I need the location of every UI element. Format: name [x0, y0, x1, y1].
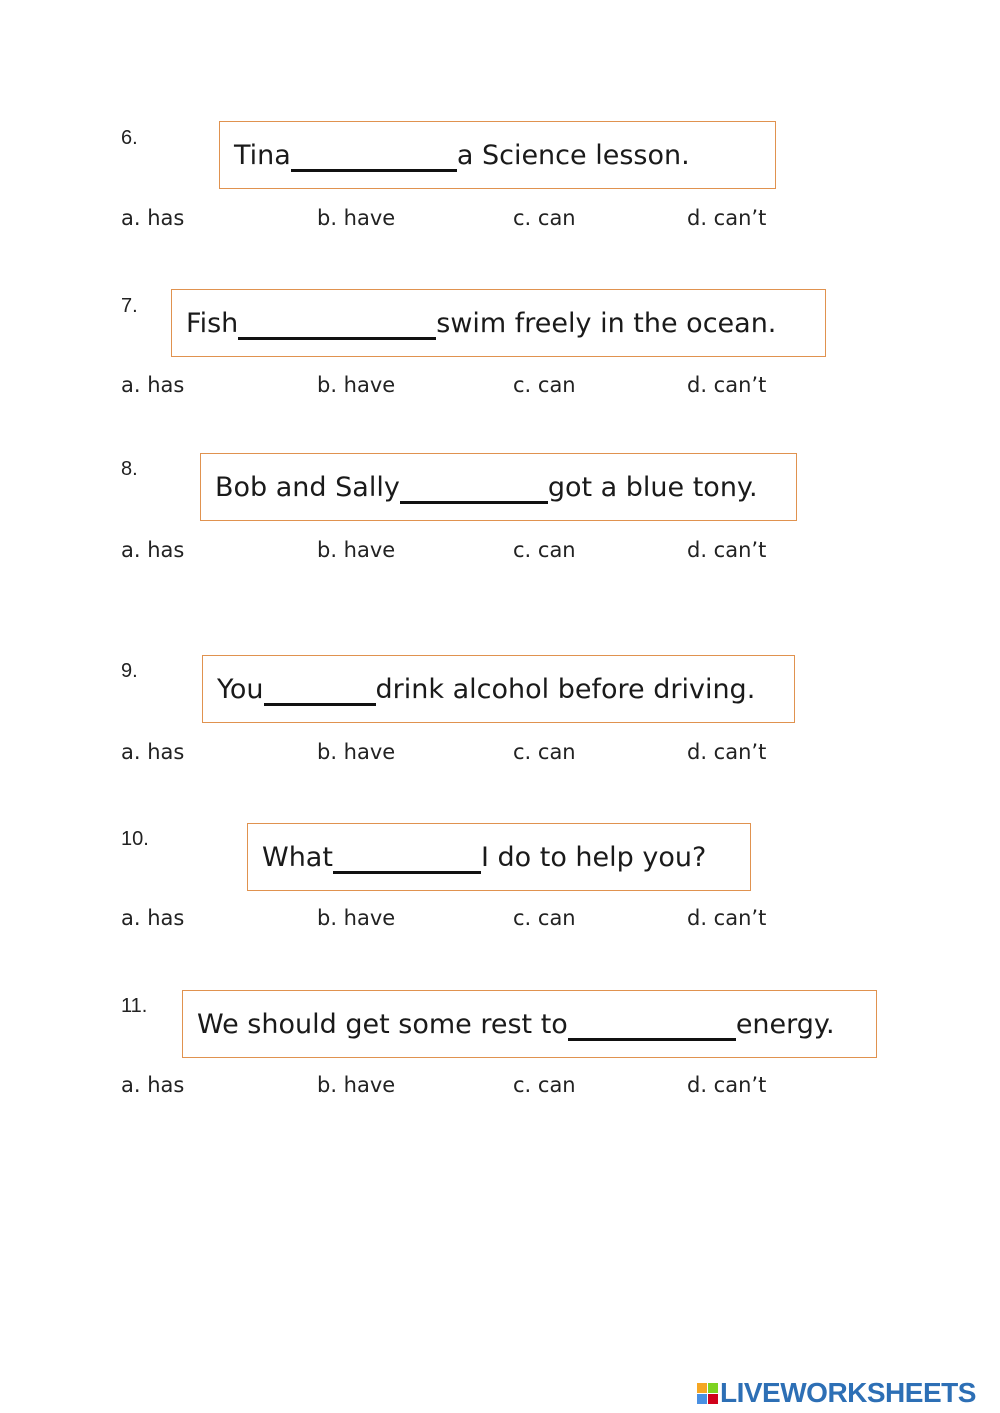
option-have[interactable]: b. have: [317, 373, 396, 397]
option-can[interactable]: c. can: [513, 740, 576, 764]
option-have[interactable]: b. have: [317, 740, 396, 764]
sentence-before: Bob and Sally: [215, 471, 400, 503]
answer-blank[interactable]: [264, 676, 376, 706]
logo-text: LIVEWORKSHEETS: [720, 1377, 976, 1408]
sentence-before: We should get some rest to: [197, 1008, 568, 1040]
sentence-after: swim freely in the ocean.: [436, 307, 777, 339]
question-sentence-box: [202, 655, 795, 723]
answer-blank[interactable]: [291, 142, 457, 172]
sentence-before: You: [217, 673, 264, 705]
question-sentence-box: [182, 990, 877, 1058]
option-has[interactable]: a. has: [121, 538, 185, 562]
sentence-before: Tina: [234, 139, 291, 171]
option-have[interactable]: b. have: [317, 1073, 396, 1097]
option-cant[interactable]: d. can’t: [687, 906, 767, 930]
answer-blank[interactable]: [333, 844, 481, 874]
answer-blank[interactable]: [568, 1011, 736, 1041]
option-has[interactable]: a. has: [121, 740, 185, 764]
option-has[interactable]: a. has: [121, 206, 185, 230]
option-cant[interactable]: d. can’t: [687, 1073, 767, 1097]
option-can[interactable]: c. can: [513, 906, 576, 930]
sentence-after: I do to help you?: [480, 841, 707, 873]
option-has[interactable]: a. has: [121, 1073, 185, 1097]
sentence-before: What: [262, 841, 333, 873]
question-number: 6.: [121, 127, 138, 149]
question-number: 11.: [121, 995, 148, 1017]
logo-mark-icon: [697, 1383, 718, 1404]
question-number: 7.: [121, 295, 138, 317]
question-sentence-box: [171, 289, 826, 357]
answer-blank[interactable]: [400, 474, 548, 504]
option-has[interactable]: a. has: [121, 373, 185, 397]
option-have[interactable]: b. have: [317, 906, 396, 930]
question-number: 9.: [121, 660, 138, 682]
option-cant[interactable]: d. can’t: [687, 206, 767, 230]
option-can[interactable]: c. can: [513, 538, 576, 562]
question-sentence-box: [200, 453, 797, 521]
option-has[interactable]: a. has: [121, 906, 185, 930]
option-have[interactable]: b. have: [317, 206, 396, 230]
question-sentence-box: [219, 121, 776, 189]
question-number: 10.: [121, 828, 149, 850]
option-can[interactable]: c. can: [513, 206, 576, 230]
sentence-after: drink alcohol before driving.: [375, 673, 756, 705]
question-sentence-box: [247, 823, 751, 891]
liveworksheets-logo[interactable]: [697, 1376, 976, 1410]
sentence-after: got a blue tony.: [547, 471, 758, 503]
answer-blank[interactable]: [238, 310, 436, 340]
option-cant[interactable]: d. can’t: [687, 740, 767, 764]
option-have[interactable]: b. have: [317, 538, 396, 562]
option-can[interactable]: c. can: [513, 1073, 576, 1097]
option-cant[interactable]: d. can’t: [687, 538, 767, 562]
question-number: 8.: [121, 458, 138, 480]
sentence-after: a Science lesson.: [456, 139, 690, 171]
option-cant[interactable]: d. can’t: [687, 373, 767, 397]
sentence-after: energy.: [735, 1008, 835, 1040]
option-can[interactable]: c. can: [513, 373, 576, 397]
sentence-before: Fish: [186, 307, 239, 339]
